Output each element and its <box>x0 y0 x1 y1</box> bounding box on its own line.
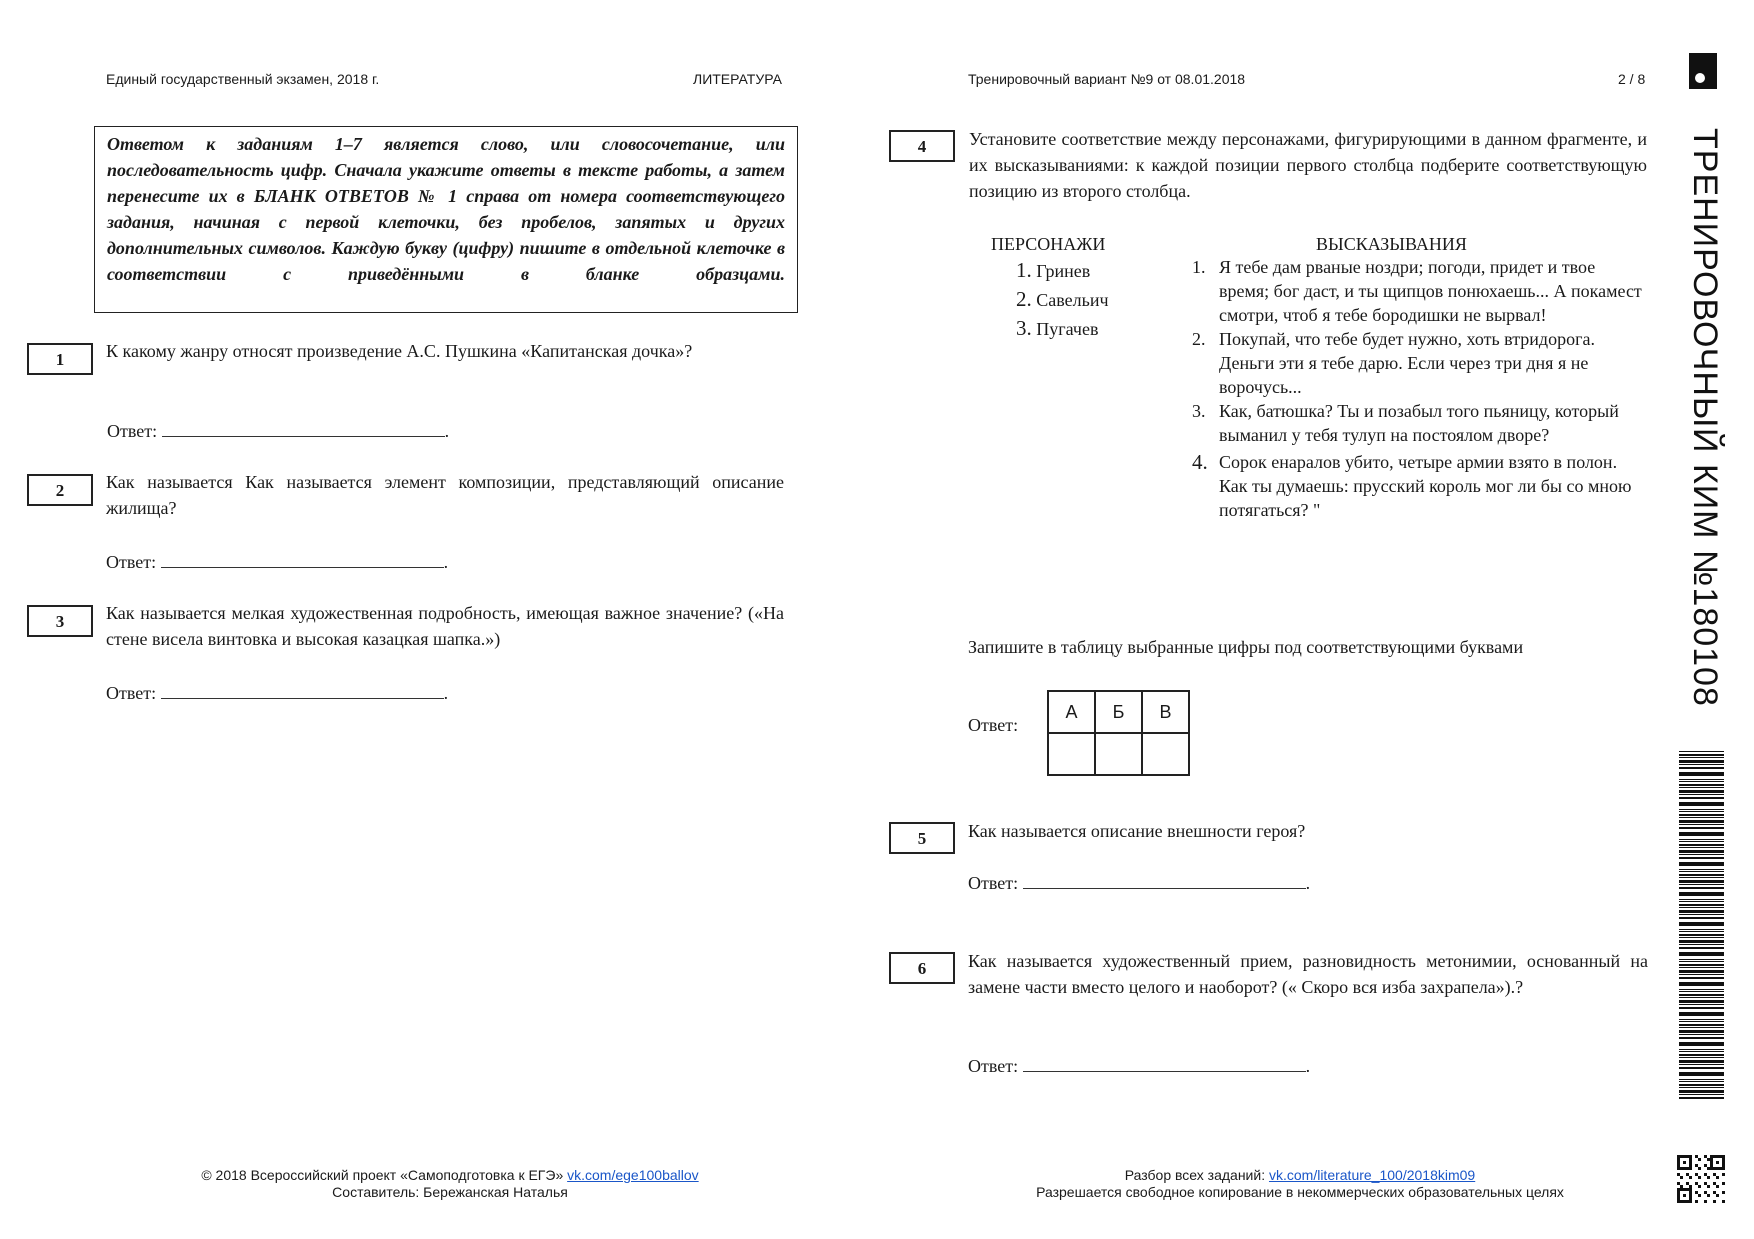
table-header-cell: В <box>1142 691 1189 733</box>
list-item: 4. Сорок енаралов убито, четыре армии взято в полон. Как ты думаешь: прусский король мог ли бы со мною потягаться? " <box>1192 450 1632 520</box>
task-number-box: 4 <box>889 130 955 162</box>
list-item: 1. Гринев <box>1016 258 1091 282</box>
header-exam-title: Единый государственный экзамен, 2018 г. <box>106 71 380 87</box>
footer-author: Составитель: Бережанская Наталья <box>332 1184 568 1200</box>
task-number-box: 1 <box>27 343 93 375</box>
side-title: ТРЕНИРОВОЧНЫЙ КИМ №180108 <box>1686 128 1724 707</box>
quotes-list <box>1192 255 1648 522</box>
header-variant: Тренировочный вариант №9 от 08.01.2018 <box>968 71 1246 87</box>
answer-line[interactable] <box>161 680 444 699</box>
table-header-cell: Б <box>1095 691 1142 733</box>
table-header-cell: А <box>1048 691 1095 733</box>
answer-label: Ответ: <box>106 552 157 572</box>
list-item: 3. Пугачев <box>1016 316 1099 340</box>
list-item: 2. Покупай, что тебе будет нужно, хоть втридорога. Деньги эти я тебе дарю. Если через три дня я не ворочусь... <box>1192 329 1595 397</box>
answer-cell[interactable] <box>1048 733 1095 775</box>
answer-line[interactable] <box>162 418 445 437</box>
answer-line[interactable] <box>161 549 444 568</box>
corner-marker-icon <box>1689 53 1717 89</box>
answer-cell[interactable] <box>1142 733 1189 775</box>
task-1-answer: Ответ: . <box>107 418 449 442</box>
task-2-answer: Ответ: . <box>106 549 448 573</box>
answer-label: Ответ: <box>968 1056 1019 1076</box>
task-5-question: Как называется описание внешности героя? <box>968 821 1306 841</box>
list-item: 2. Савельич <box>1016 287 1109 311</box>
characters-header: ПЕРСОНАЖИ <box>991 234 1106 254</box>
quotes-header: ВЫСКАЗЫВАНИЯ <box>1316 234 1467 254</box>
list-item: 1. Я тебе дам рваные ноздри; погоди, придет и твое время; бог даст, и ты щипцов понюхаешь... А покамест смотри, чтоб я тебе бородишки не вырвал! <box>1192 257 1642 325</box>
task-5-answer: Ответ: . <box>968 870 1310 894</box>
task-number-box: 3 <box>27 605 93 637</box>
task-6-answer: Ответ: . <box>968 1053 1310 1077</box>
task-2-question: Как называется Как называется элемент композиции, представляющий описание жилища? <box>106 472 784 518</box>
footer-analysis-label: Разбор всех заданий: <box>1124 1167 1266 1183</box>
side-title-wrap <box>1684 128 1724 728</box>
task-3-answer: Ответ: . <box>106 680 448 704</box>
task-number-box: 2 <box>27 474 93 506</box>
footer-left <box>170 1167 730 1201</box>
task-4-question: Установите соответствие между персонажами, фигурирующими в данном фрагменте, и их высказываниями: к каждой позиции первого столбца подберите соответствующую позицию из второго столбца. <box>969 129 1647 201</box>
answer-label: Ответ: <box>107 421 158 441</box>
answer-line[interactable] <box>1023 1053 1306 1072</box>
task-number-box: 5 <box>889 822 955 854</box>
answer-label: Ответ: <box>106 683 157 703</box>
barcode-icon <box>1679 751 1724 1101</box>
answer-table <box>1047 690 1190 776</box>
answer-line[interactable] <box>1023 870 1306 889</box>
task-6-question: Как называется художественный прием, разновидность метонимии, основанный на замене части вместо целого и наоборот? (« Скоро вся изба захрапела»).? <box>968 951 1648 997</box>
qr-code-icon <box>1677 1155 1725 1203</box>
task-1-question: К какому жанру относят произведение А.С. Пушкина «Капитанская дочка»? <box>106 341 693 361</box>
header-page-number: 2 / 8 <box>1618 71 1646 87</box>
footer-left-link[interactable]: vk.com/ege100ballov <box>567 1167 699 1183</box>
footer-right <box>1000 1167 1600 1201</box>
answer-label: Ответ: <box>968 873 1019 893</box>
answer-cell[interactable] <box>1095 733 1142 775</box>
instructions-box: Ответом к заданиям 1–7 является слово, или словосочетание, или последовательность цифр. Сначала укажите ответы в тексте работы, а затем перенесите их в БЛАНК ОТВЕТОВ № 1 справа от номера соответствующего задания, начиная с первой клеточки, без пробелов, запятых и других дополнительных символов. Каждую букву (цифру) пишите в отдельной клеточке в соответствии с приведёнными в бланке образцами. <box>94 126 798 313</box>
header-subject: ЛИТЕРАТУРА <box>693 71 782 87</box>
table-instruction: Запишите в таблицу выбранные цифры под соответствующими буквами <box>968 637 1524 657</box>
answer-label: Ответ: <box>968 715 1019 735</box>
footer-right-link[interactable]: vk.com/literature_100/2018kim09 <box>1268 1167 1476 1183</box>
characters-list <box>1016 256 1109 343</box>
footer-note: Разрешается свободное копирование в некоммерческих образовательных целях <box>1036 1184 1564 1200</box>
task-number-box: 6 <box>889 952 955 984</box>
footer-copyright: © 2018 Всероссийский проект «Самоподготовка к ЕГЭ» <box>201 1167 564 1183</box>
list-item: 3. Как, батюшка? Ты и позабыл того пьяницу, который выманил у тебя тулуп на постоялом дворе? <box>1192 401 1619 445</box>
task-3-question: Как называется мелкая художественная подробность, имеющая важное значение? («На стене висела винтовка и высокая казацкая шапка.») <box>106 603 784 649</box>
